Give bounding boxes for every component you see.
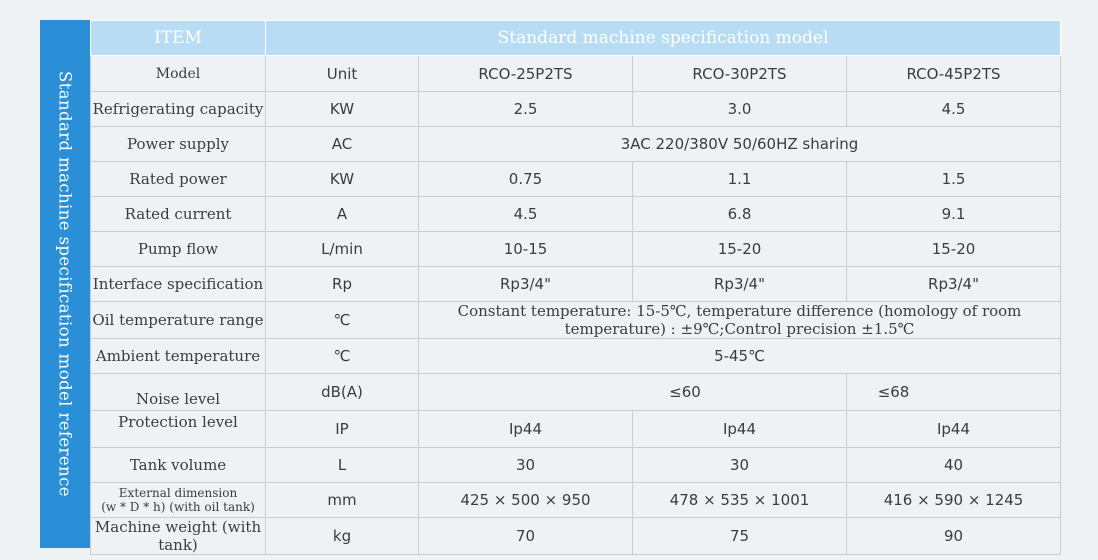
cell-value: 40 [847, 448, 1061, 483]
cell-value: Rp3/4" [847, 267, 1061, 302]
col-model-label: Model [91, 56, 266, 92]
cell-value: 75 [633, 518, 847, 555]
col-model-3: RCO-45P2TS [847, 56, 1061, 92]
cell-value: Ip44 [633, 411, 847, 448]
header-item: ITEM [91, 21, 266, 56]
cell-value: 6.8 [633, 197, 847, 232]
cell-value: ≤68 [847, 374, 1061, 411]
cell-value: 425 × 500 × 950 [419, 483, 633, 518]
row-label: Machine weight (with tank) [91, 518, 266, 555]
row-label: Pump flow [91, 232, 266, 267]
row-label-line-1: External dimension [118, 486, 238, 500]
cell-value: 15-20 [847, 232, 1061, 267]
row-unit: mm [266, 483, 419, 518]
table-row [91, 56, 1061, 92]
cell-value: 9.1 [847, 197, 1061, 232]
table-row [91, 339, 1061, 374]
row-unit: ℃ [266, 339, 419, 374]
cell-value: 0.75 [419, 162, 633, 197]
side-title: Standard machine specification model reference [55, 71, 75, 497]
row-unit: ℃ [266, 302, 419, 339]
row-unit: Rp [266, 267, 419, 302]
cell-value: 1.1 [633, 162, 847, 197]
row-label-line-2: (w * D * h) (with oil tank) [101, 500, 255, 514]
row-unit: kg [266, 518, 419, 555]
cell-value: Ip44 [847, 411, 1061, 448]
table-row [91, 411, 1061, 448]
row-label: Tank volume [91, 448, 266, 483]
cell-value: 70 [419, 518, 633, 555]
cell-value: 30 [419, 448, 633, 483]
row-label: Interface specification [91, 267, 266, 302]
cell-value: 478 × 535 × 1001 [633, 483, 847, 518]
cell-value: ≤60 [419, 374, 847, 411]
table-row [91, 448, 1061, 483]
row-unit: IP [266, 411, 419, 448]
row-label: Power supply [91, 127, 266, 162]
row-label: Ambient temperature [91, 339, 266, 374]
row-unit: KW [266, 162, 419, 197]
spec-table [90, 20, 1061, 555]
table-row [91, 267, 1061, 302]
cell-value: Ip44 [419, 411, 633, 448]
row-label: Refrigerating capacity [91, 92, 266, 127]
cell-value-shared: 5-45℃ [419, 339, 1061, 374]
table-row [91, 483, 1061, 518]
row-unit: A [266, 197, 419, 232]
header-row [91, 21, 1061, 56]
cell-value: Rp3/4" [419, 267, 633, 302]
row-unit: KW [266, 92, 419, 127]
row-label [91, 483, 266, 518]
table-row [91, 232, 1061, 267]
row-unit: L/min [266, 232, 419, 267]
table-row [91, 127, 1061, 162]
cell-value: 10-15 [419, 232, 633, 267]
cell-value: 90 [847, 518, 1061, 555]
table-row [91, 162, 1061, 197]
table-row [91, 197, 1061, 232]
table-row [91, 518, 1061, 555]
cell-value: 3.0 [633, 92, 847, 127]
row-unit: AC [266, 127, 419, 162]
row-label: Protection level [91, 411, 266, 448]
cell-value: 1.5 [847, 162, 1061, 197]
side-title-bar [40, 20, 90, 548]
table-row [91, 92, 1061, 127]
cell-value: 2.5 [419, 92, 633, 127]
row-unit: dB(A) [266, 374, 419, 411]
row-label: Noise level [91, 374, 266, 411]
col-model-2: RCO-30P2TS [633, 56, 847, 92]
cell-value: 416 × 590 × 1245 [847, 483, 1061, 518]
table-row [91, 302, 1061, 339]
row-unit: L [266, 448, 419, 483]
cell-value: 4.5 [419, 197, 633, 232]
cell-value: 4.5 [847, 92, 1061, 127]
col-unit-label: Unit [266, 56, 419, 92]
row-label: Oil temperature range [91, 302, 266, 339]
cell-value: Rp3/4" [633, 267, 847, 302]
cell-value-shared: Constant temperature: 15-5℃, temperature difference (homology of room temperature) : ±9℃;Control precision ±1.5℃ [419, 302, 1061, 339]
row-label: Rated power [91, 162, 266, 197]
col-model-1: RCO-25P2TS [419, 56, 633, 92]
table-row [91, 374, 1061, 411]
cell-value: 30 [633, 448, 847, 483]
header-title: Standard machine specification model [266, 21, 1061, 56]
row-label: Rated current [91, 197, 266, 232]
cell-value-shared: 3AC 220/380V 50/60HZ sharing [419, 127, 1061, 162]
cell-value: 15-20 [633, 232, 847, 267]
